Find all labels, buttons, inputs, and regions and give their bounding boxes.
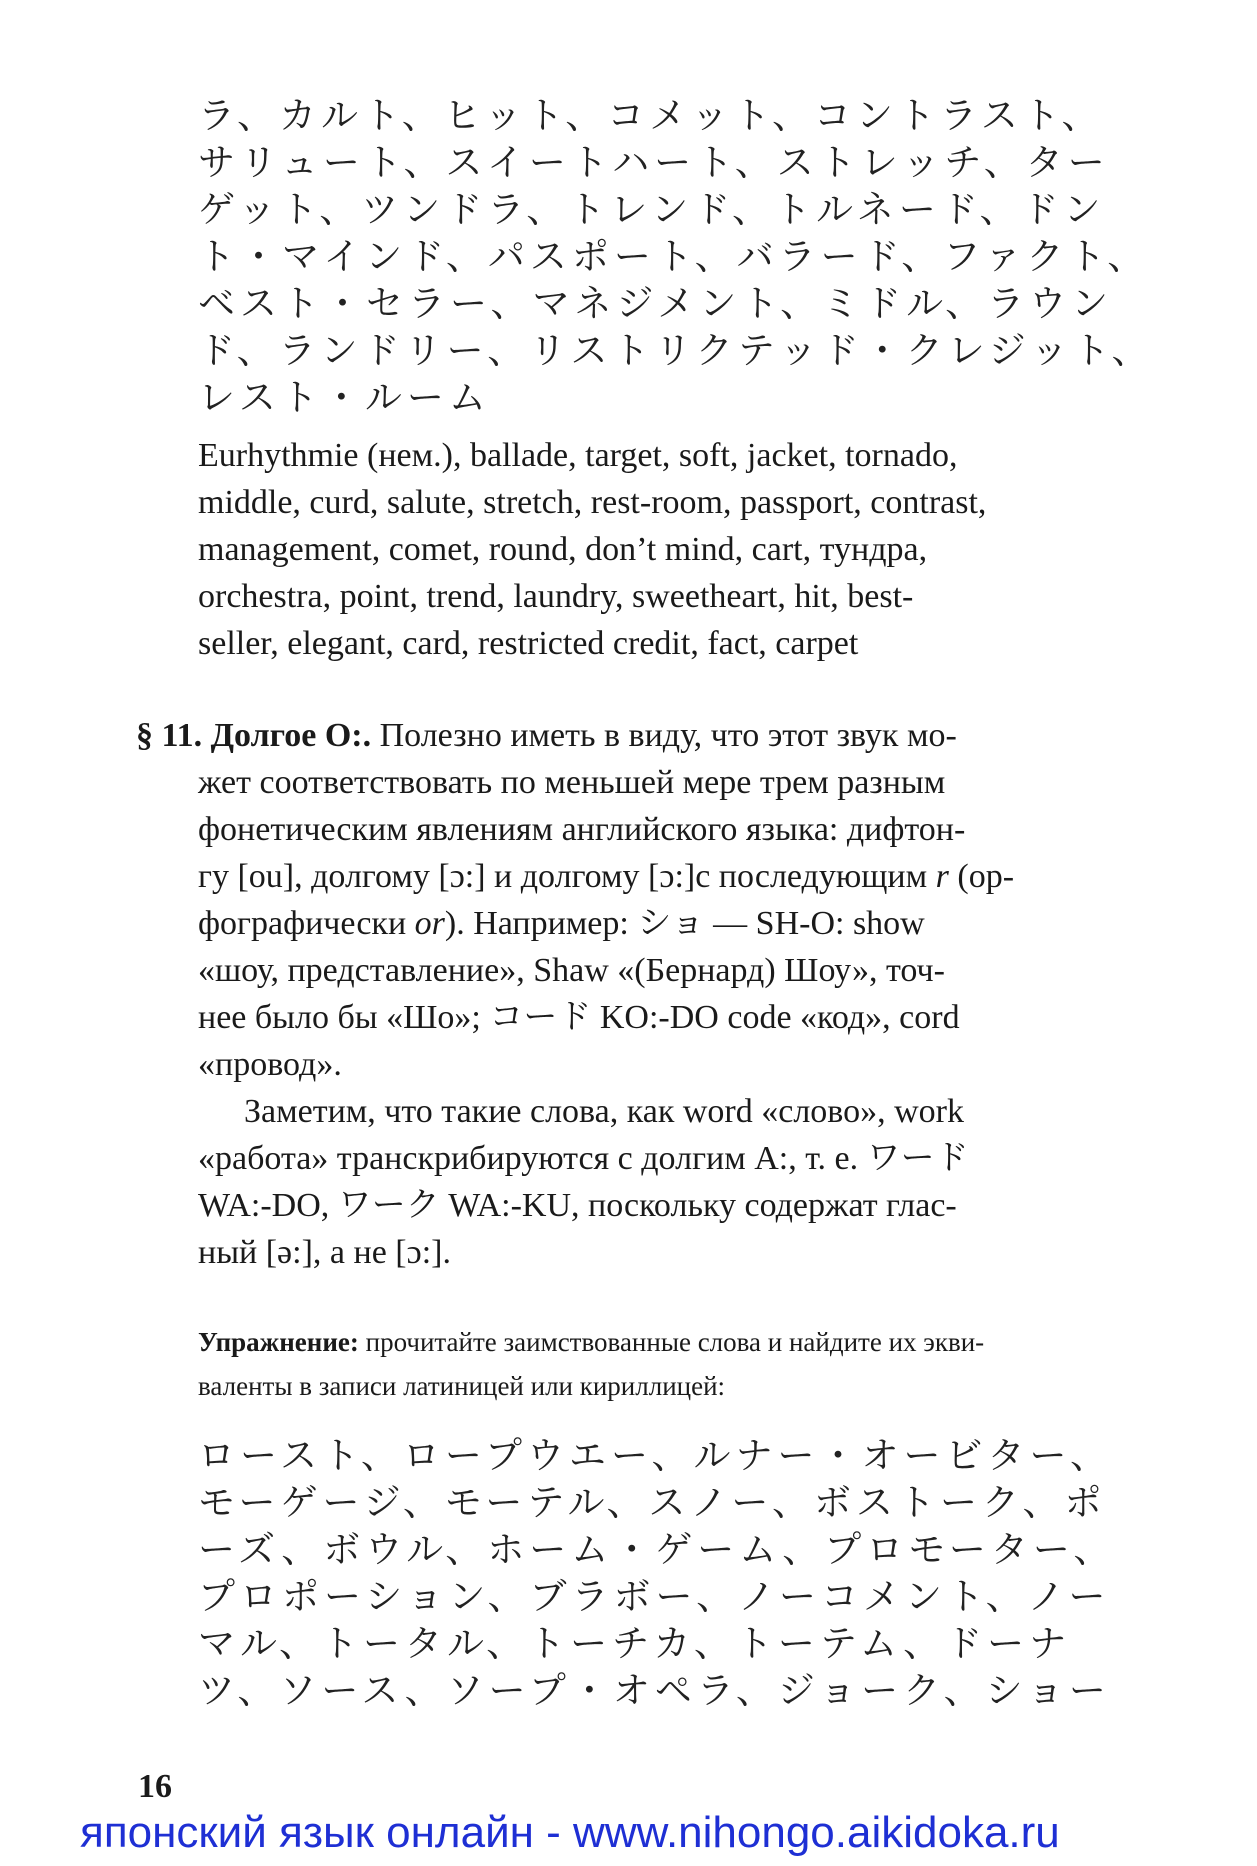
- italic-letter: r: [935, 858, 949, 895]
- latin-line: management, comet, round, don’t mind, cart, тундра,: [198, 531, 928, 568]
- kana-line: ゲット、ツンドラ、トレンド、トルネード、ドン: [198, 188, 1106, 231]
- paragraph-line: Заметим, что такие слова, как word «слово», work: [244, 1093, 964, 1130]
- section-line: [198, 853, 1014, 900]
- section-line: нее было бы «Шо»; コード KO:-DO code «код», cord: [198, 999, 960, 1036]
- section-line: фонетическим явлениям английского языка: дифтон-: [198, 811, 966, 848]
- section-text: ). Например: ショ — SH-O: show: [444, 905, 925, 942]
- latin-line: middle, curd, salute, stretch, rest-room, passport, contrast,: [198, 484, 987, 521]
- paragraph-line: ный [ə:], а не [ɔ:].: [198, 1234, 451, 1271]
- exercise-text: прочитайте заимствованные слова и найдите их экви-: [358, 1327, 985, 1357]
- section-line: «шоу, представление», Shaw «(Бернард) Шоу», точ-: [198, 952, 945, 989]
- kana-line: ーズ、ボウル、ホーム・ゲーム、プロモーター、: [198, 1528, 1116, 1571]
- paragraph-line: WA:-DO, ワーク WA:-KU, поскольку содержат глас-: [198, 1187, 957, 1224]
- exercise-line: [198, 1320, 984, 1364]
- kana-line: レスト・ルーム: [198, 376, 491, 419]
- section-text: Полезно иметь в виду, что этот звук мо-: [371, 717, 957, 754]
- kana-line: ロースト、ロープウエー、ルナー・オービター、: [198, 1434, 1113, 1477]
- section-text: гу [ou], долгому [ɔ:] и долгому [ɔ:]с последующим: [198, 858, 936, 895]
- kana-line: マル、トータル、トーチカ、トーテム、ドーナ: [198, 1622, 1072, 1665]
- italic-letters: or: [414, 905, 445, 942]
- latin-line: Eurhythmie (нем.), ballade, target, soft, jacket, tornado,: [198, 437, 958, 474]
- section-text: (ор-: [948, 858, 1015, 895]
- paragraph-line: «работа» транскрибируются с долгим А:, т. е. ワード: [198, 1140, 969, 1177]
- kana-line: ラ、カルト、ヒット、コメット、コントラスト、: [198, 94, 1104, 137]
- section-line: [198, 900, 925, 947]
- section-text: фографически: [198, 905, 415, 942]
- section-first-line: [136, 712, 957, 759]
- kana-line: ド、ランドリー、リストリクテッド・クレジット、: [198, 329, 1154, 372]
- kana-line: プロポーション、ブラボー、ノーコメント、ノー: [198, 1575, 1111, 1618]
- exercise-line: валенты в записи латиницей или кириллицей:: [198, 1371, 726, 1401]
- kana-line: ツ、ソース、ソープ・オペラ、ジョーク、ショー: [198, 1669, 1111, 1712]
- exercise-label: Упражнение:: [198, 1327, 359, 1357]
- kana-line: サリュート、スイートハート、ストレッチ、ター: [198, 141, 1110, 184]
- kana-line: モーゲージ、モーテル、スノー、ボストーク、ポ: [198, 1481, 1107, 1524]
- latin-line: seller, elegant, card, restricted credit, fact, carpet: [198, 625, 859, 662]
- section-heading: § 11. Долгое О:.: [136, 717, 372, 754]
- latin-line: orchestra, point, trend, laundry, sweetheart, hit, best-: [198, 578, 914, 615]
- page-number: 16: [138, 1768, 172, 1805]
- section-line: жет соответствовать по меньшей мере трем разным: [198, 764, 946, 801]
- kana-line: ト・マインド、パスポート、バラード、ファクト、: [198, 235, 1150, 278]
- section-line: «провод».: [198, 1046, 342, 1083]
- footer-watermark-link[interactable]: японский язык онлайн - www.nihongo.aikidoka.ru: [80, 1808, 1060, 1857]
- kana-line: ベスト・セラー、マネジメント、ミドル、ラウン: [198, 282, 1114, 325]
